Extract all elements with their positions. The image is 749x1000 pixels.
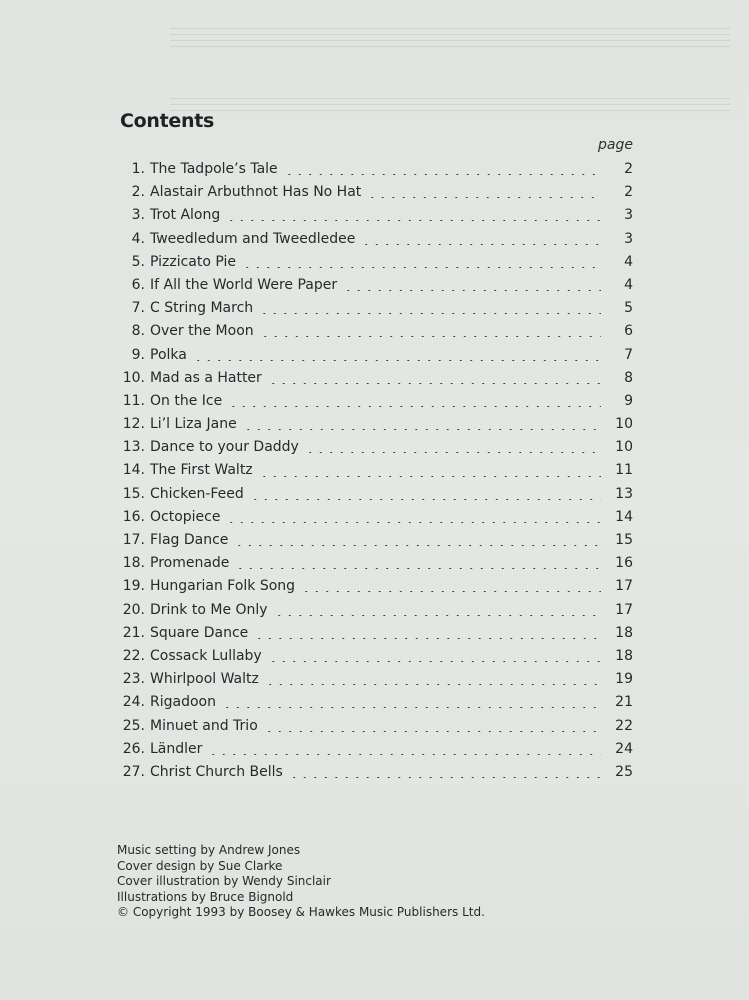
- toc-entry-page: 15: [615, 532, 633, 548]
- dot-leader: [259, 313, 601, 314]
- toc-entry-number: 23.: [122, 671, 145, 688]
- toc-entry-page: 6: [624, 323, 633, 340]
- toc-entry-number: 9.: [131, 346, 145, 363]
- toc-entry: [112, 738, 633, 761]
- toc-entry-number: 16.: [122, 508, 145, 525]
- credit-line: Cover illustration by Wendy Sinclair: [117, 874, 331, 889]
- toc-entry-title: Li’l Liza Jane: [150, 416, 237, 433]
- dot-leader: [343, 290, 601, 291]
- toc-entry: [112, 529, 633, 552]
- dot-leader: [254, 638, 601, 639]
- toc-entry: [112, 645, 633, 668]
- credit-line: Cover design by Sue Clarke: [117, 858, 283, 873]
- toc-entry: [112, 436, 633, 459]
- toc-entry-page: 17: [615, 578, 633, 595]
- toc-entry-number: 22.: [122, 647, 145, 664]
- toc-entry-title: Mad as a Hatter: [150, 369, 262, 386]
- dot-leader: [226, 220, 601, 221]
- toc-entry-title: Polka: [150, 346, 187, 363]
- toc-entry-title: Minuet and Trio: [150, 717, 258, 734]
- toc-entry-number: 24.: [122, 694, 145, 711]
- toc-entry-title: Christ Church Bells: [150, 763, 283, 780]
- toc-entry: [112, 274, 633, 297]
- toc-entry-page: 17: [615, 601, 633, 618]
- dot-leader: [305, 452, 601, 453]
- dot-leader: [274, 615, 601, 616]
- toc-entry: [112, 483, 633, 506]
- dot-leader: [260, 336, 601, 337]
- show-through-background: [170, 10, 730, 120]
- toc-entry-number: 21.: [122, 624, 145, 641]
- dot-leader: [268, 661, 601, 662]
- page-column-label: page: [598, 137, 633, 153]
- toc-entry-title: Dance to your Daddy: [150, 439, 299, 456]
- toc-entry-number: 13.: [122, 439, 145, 456]
- toc-entry: [112, 390, 633, 413]
- toc-entry-title: On the Ice: [150, 392, 223, 409]
- toc-entry-number: 14.: [122, 462, 145, 479]
- toc-entry-title: If All the World Were Paper: [150, 276, 338, 293]
- dot-leader: [268, 383, 601, 384]
- toc-entry-title: Over the Moon: [150, 323, 254, 340]
- toc-entry-page: 13: [615, 485, 633, 502]
- table-of-contents: [112, 158, 633, 784]
- toc-entry-page: 18: [615, 647, 633, 664]
- toc-entry-page: 9: [624, 392, 633, 409]
- toc-entry: [112, 575, 633, 598]
- toc-entry-page: 4: [624, 276, 633, 293]
- toc-entry-title: Pizzicato Pie: [150, 253, 237, 270]
- toc-entry-title: Promenade: [150, 555, 230, 572]
- toc-entry-title: The Tadpole’s Tale: [150, 161, 278, 177]
- toc-entry-page: 8: [624, 369, 633, 386]
- toc-entry-page: 18: [615, 624, 633, 641]
- toc-entry-number: 5.: [131, 253, 145, 270]
- toc-entry-page: 24: [615, 740, 633, 757]
- dot-leader: [222, 707, 601, 708]
- credits-block: [117, 843, 485, 921]
- dot-leader: [284, 174, 601, 175]
- toc-entry-number: 1.: [131, 161, 145, 177]
- dot-leader: [208, 754, 601, 755]
- toc-entry-title: Hungarian Folk Song: [150, 578, 296, 595]
- toc-entry: [112, 251, 633, 274]
- dot-leader: [289, 777, 601, 778]
- toc-entry-title: Alastair Arbuthnot Has No Hat: [150, 184, 362, 201]
- toc-entry-title: Whirlpool Waltz: [150, 671, 259, 688]
- toc-entry-page: 10: [615, 416, 633, 433]
- toc-entry-title: Tweedledum and Tweedledee: [150, 230, 356, 247]
- credit-line: Illustrations by Bruce Bignold: [117, 889, 294, 904]
- toc-entry-title: Ländler: [150, 740, 203, 757]
- dot-leader: [228, 406, 601, 407]
- toc-entry: [112, 413, 633, 436]
- credit-line: Music setting by Andrew Jones: [117, 843, 301, 857]
- toc-entry-number: 4.: [131, 230, 145, 247]
- dot-leader: [259, 476, 601, 477]
- toc-entry-number: 26.: [122, 740, 145, 757]
- dot-leader: [242, 267, 601, 268]
- toc-entry-title: Chicken-Feed: [150, 485, 244, 502]
- toc-entry-title: Octopiece: [150, 508, 221, 525]
- toc-entry-page: 3: [624, 230, 633, 247]
- credit-line: © Copyright 1993 by Boosey & Hawkes Music Publishers Ltd.: [117, 905, 485, 920]
- dot-leader: [235, 568, 601, 569]
- toc-entry-number: 27.: [122, 763, 145, 780]
- toc-entry-number: 8.: [131, 323, 145, 340]
- toc-entry-title: Drink to Me Only: [150, 601, 268, 618]
- toc-entry-page: 11: [615, 462, 633, 479]
- toc-entry-page: 16: [615, 555, 633, 572]
- toc-entry-title: Rigadoon: [150, 694, 216, 711]
- dot-leader: [301, 591, 601, 592]
- toc-entry-page: 22: [615, 717, 633, 734]
- toc-entry-page: 25: [615, 763, 633, 780]
- toc-entry-page: 10: [615, 439, 633, 456]
- toc-entry-number: 25.: [122, 717, 145, 734]
- toc-entry-number: 18.: [122, 555, 145, 572]
- toc-entry-number: 17.: [122, 532, 145, 548]
- toc-entry-title: Trot Along: [150, 207, 221, 224]
- toc-entry: [112, 228, 633, 251]
- toc-entry: [112, 181, 633, 204]
- dot-leader: [226, 522, 601, 523]
- toc-entry-page: 5: [624, 300, 633, 317]
- toc-entry-page: 4: [624, 253, 633, 270]
- toc-entry-number: 7.: [131, 300, 145, 317]
- toc-entry-page: 2: [624, 184, 633, 201]
- toc-entry-page: 7: [624, 346, 633, 363]
- toc-entry-number: 15.: [122, 485, 145, 502]
- toc-entry-page: 14: [615, 508, 633, 525]
- toc-entry-number: 19.: [122, 578, 145, 595]
- toc-entry: [112, 506, 633, 529]
- toc-entry: [112, 691, 633, 714]
- dot-leader: [361, 244, 601, 245]
- toc-entry: [112, 622, 633, 645]
- dot-leader: [250, 499, 601, 500]
- dot-leader: [234, 545, 601, 546]
- dot-leader: [193, 360, 601, 361]
- toc-entry-number: 6.: [131, 276, 145, 293]
- toc-entry-title: Square Dance: [150, 624, 249, 641]
- toc-entry-title: Cossack Lullaby: [150, 647, 262, 664]
- toc-entry-title: C String March: [150, 300, 254, 317]
- toc-entry: [112, 204, 633, 227]
- toc-entry: [112, 367, 633, 390]
- dot-leader: [367, 197, 601, 198]
- toc-entry: [112, 761, 633, 784]
- toc-entry: [112, 297, 633, 320]
- toc-entry-title: Flag Dance: [150, 532, 229, 548]
- toc-entry-number: 2.: [131, 184, 145, 201]
- toc-entry-number: 12.: [122, 416, 145, 433]
- toc-entry: [112, 668, 633, 691]
- dot-leader: [243, 429, 601, 430]
- toc-entry: [112, 599, 633, 622]
- dot-leader: [265, 684, 601, 685]
- toc-entry-page: 2: [624, 161, 633, 177]
- dot-leader: [264, 731, 601, 732]
- toc-entry: [112, 344, 633, 367]
- toc-entry-number: 10.: [122, 369, 145, 386]
- toc-entry-number: 3.: [131, 207, 145, 224]
- toc-entry-number: 20.: [122, 601, 145, 618]
- toc-entry-page: 21: [615, 694, 633, 711]
- toc-entry-number: 11.: [122, 392, 145, 409]
- toc-entry: [112, 158, 633, 181]
- toc-entry-page: 19: [615, 671, 633, 688]
- toc-entry: [112, 320, 633, 343]
- toc-entry: [112, 552, 633, 575]
- contents-heading: Contents: [120, 110, 215, 132]
- toc-entry-title: The First Waltz: [150, 462, 253, 479]
- toc-entry-page: 3: [624, 207, 633, 224]
- toc-entry: [112, 715, 633, 738]
- toc-entry: [112, 459, 633, 482]
